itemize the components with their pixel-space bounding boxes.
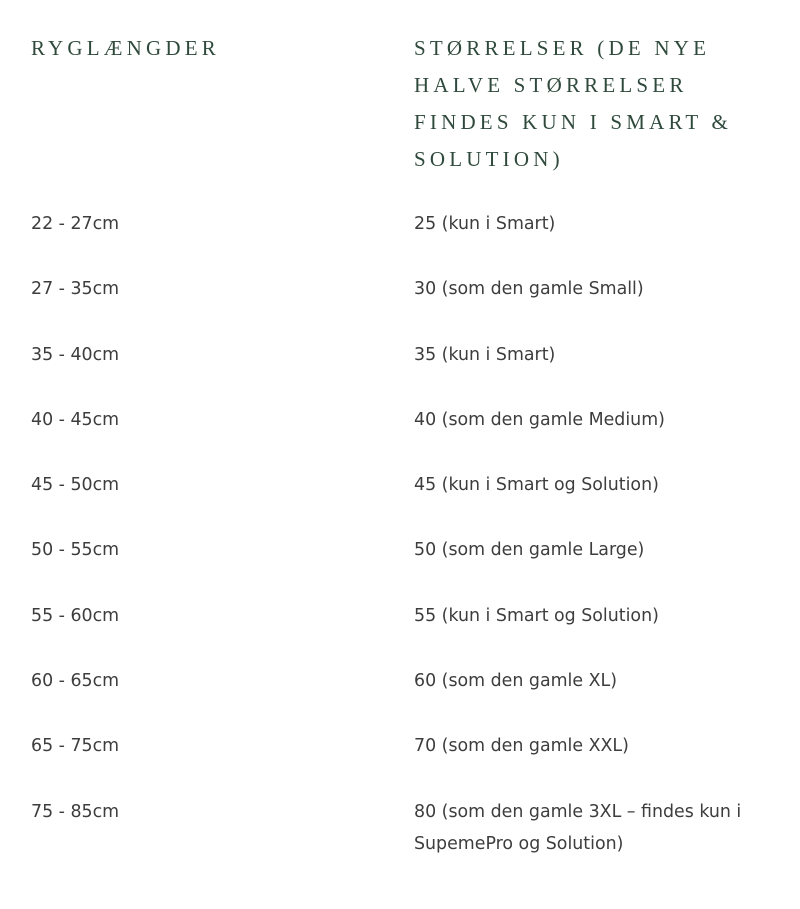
cell-size: 60 (som den gamle XL) xyxy=(414,671,617,692)
cell-size: 25 (kun i Smart) xyxy=(414,214,556,234)
cell-size: 40 (som den gamle Medium) xyxy=(414,409,665,430)
cell-back-length: 22 - 27cm xyxy=(31,214,120,234)
table-row xyxy=(0,469,800,534)
table-row xyxy=(0,730,800,795)
cell-size: 50 (som den gamle Large) xyxy=(414,540,645,561)
cell-back-length: 65 - 75cm xyxy=(31,736,120,757)
cell-size: 80 (som den gamle 3XL – findes kun i SupemePro og Solution) xyxy=(414,801,742,854)
cell-size: 55 (kun i Smart og Solution) xyxy=(414,605,659,626)
cell-back-length: 50 - 55cm xyxy=(31,540,120,561)
cell-back-length: 60 - 65cm xyxy=(31,671,120,692)
header-back-length: RYGLÆNGDER xyxy=(31,36,221,60)
cell-size: 35 (kun i Smart) xyxy=(414,344,556,365)
table-row xyxy=(0,404,800,469)
table-row xyxy=(0,273,800,338)
cell-size: 45 (kun i Smart og Solution) xyxy=(414,475,659,496)
header-sizes: STØRRELSER (DE NYE HALVE STØRRELSER FINDES KUN I SMART & SOLUTION) xyxy=(414,36,733,171)
table-row xyxy=(0,796,800,886)
table-row xyxy=(0,600,800,665)
cell-back-length: 55 - 60cm xyxy=(31,605,120,626)
table-row xyxy=(0,208,800,273)
cell-back-length: 35 - 40cm xyxy=(31,344,120,365)
cell-size: 30 (som den gamle Small) xyxy=(414,279,644,300)
table-row xyxy=(0,534,800,599)
cell-size: 70 (som den gamle XXL) xyxy=(414,736,629,757)
cell-back-length: 27 - 35cm xyxy=(31,279,120,300)
cell-back-length: 40 - 45cm xyxy=(31,409,120,430)
table-row xyxy=(0,339,800,404)
cell-back-length: 45 - 50cm xyxy=(31,475,120,496)
table-row xyxy=(0,665,800,730)
table-body xyxy=(0,208,800,886)
cell-back-length: 75 - 85cm xyxy=(31,801,120,822)
